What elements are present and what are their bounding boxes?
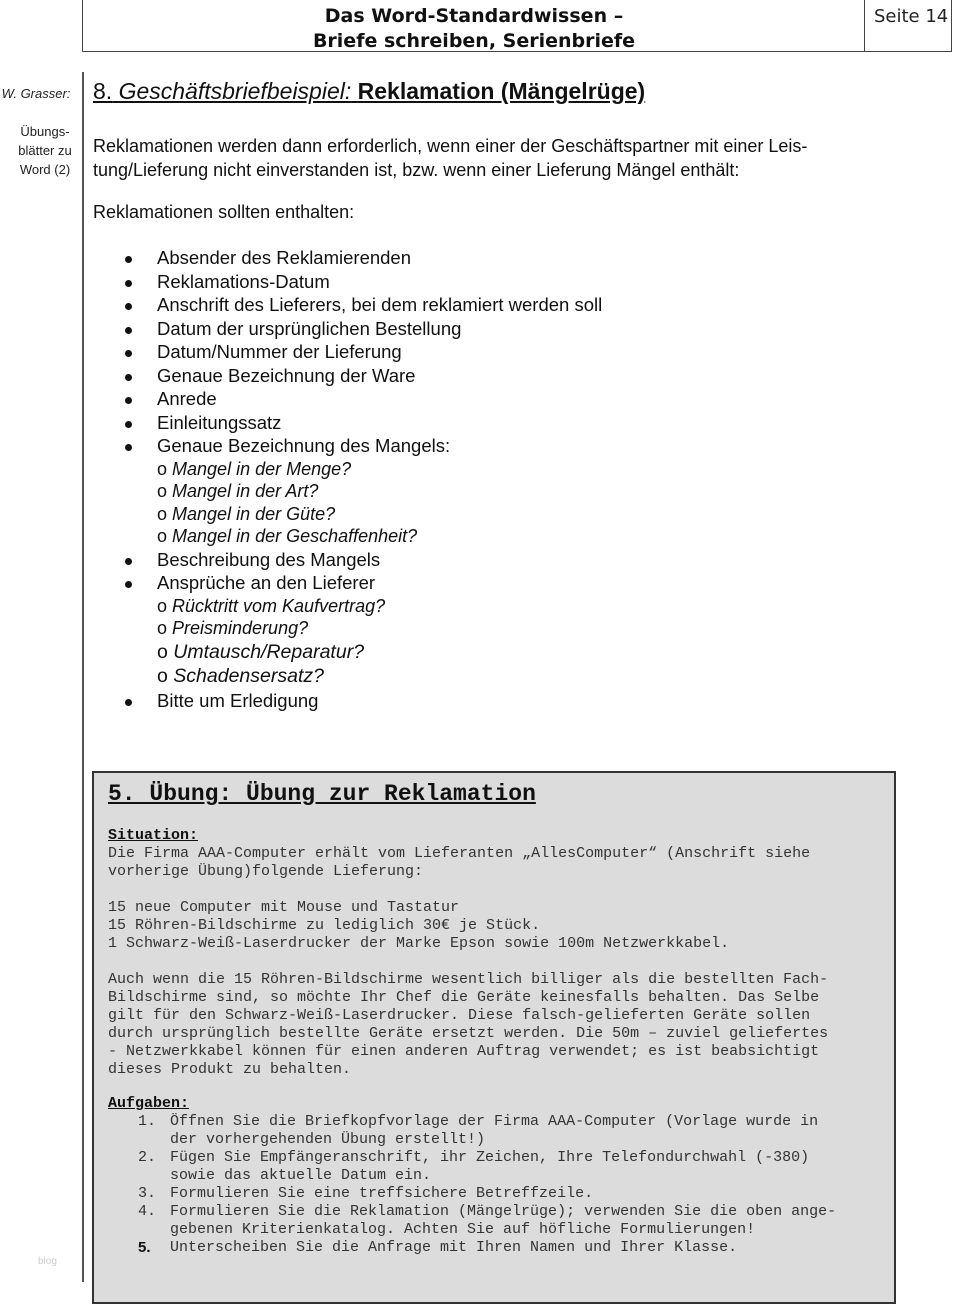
bullet-icon xyxy=(125,397,132,404)
intro-should-contain: Reklamationen sollten enthalten: xyxy=(93,202,355,222)
sidebar-subtitle xyxy=(8,122,82,179)
sub-marker: o xyxy=(157,458,168,479)
situation-label: Situation: xyxy=(108,827,199,844)
task-item xyxy=(108,1185,836,1203)
list-item xyxy=(120,246,820,270)
list-item-text: Datum der ursprünglichen Bestellung xyxy=(157,317,462,339)
task-number: 2. xyxy=(138,1149,157,1166)
list-item xyxy=(120,411,820,435)
bullet-icon xyxy=(125,581,132,588)
list-item-text: Beschreibung des Mangels xyxy=(157,548,381,570)
header-divider xyxy=(864,0,865,52)
list-item xyxy=(120,293,820,317)
list-item-text: Anschrift des Lieferers, bei dem reklamiert werden soll xyxy=(157,294,603,315)
bullet-icon xyxy=(125,444,132,451)
sub-list-item xyxy=(120,480,820,503)
sub-marker: o xyxy=(157,664,168,687)
list-item xyxy=(120,548,820,572)
task-text: Unterscheiben Sie die Anfrage mit Ihren Namen und Ihrer Klasse. xyxy=(170,1239,738,1256)
sidebar-subtitle-line: blätter zu xyxy=(18,143,72,158)
header-title-line1: Das Word-Standardwissen – xyxy=(324,5,624,27)
heading-bold: Reklamation (Mängelrüge) xyxy=(357,78,646,104)
sub-marker: o xyxy=(157,640,168,663)
exercise-title: 5. Übung: Übung zur Reklamation xyxy=(108,781,536,807)
sub-marker: o xyxy=(157,618,168,638)
list-item xyxy=(120,317,820,341)
task-text: Formulieren Sie eine treffsichere Betreffzeile. xyxy=(170,1185,594,1202)
sub-item-text: Umtausch/Reparatur? xyxy=(173,640,365,663)
bullet-icon xyxy=(125,699,132,706)
bullet-icon xyxy=(125,350,132,357)
list-item-text: Genaue Bezeichnung der Ware xyxy=(157,364,416,386)
task-item xyxy=(108,1149,836,1185)
list-item-text: Einleitungssatz xyxy=(157,411,282,433)
sub-list-item xyxy=(120,503,820,526)
list-item xyxy=(120,688,820,714)
sub-list-item xyxy=(120,525,820,548)
list-item-text: Ansprüche an den Lieferer xyxy=(157,572,376,593)
bullet-icon xyxy=(125,256,132,263)
delivery-text: 15 neue Computer mit Mouse und Tastatur 15 Röhren-Bildschirme zu lediglich 30€ je Stück. 1 Schwarz-Weiß-Laserdrucker der Marke Epson sowie 100m Netzwerkkabel. xyxy=(108,899,730,952)
task-text: Fügen Sie Empfängeranschrift, ihr Zeichen, Ihre Telefondurchwahl (-380) sowie das aktuelle Datum ein. xyxy=(170,1149,810,1184)
sub-list-item xyxy=(120,617,820,640)
situation-text: Die Firma AAA-Computer erhält vom Lieferanten „AllesComputer“ (Anschrift siehe vorherige Übung)folgende Lieferung: xyxy=(108,845,811,880)
sub-list-item xyxy=(120,664,820,688)
sidebar-author: W. Grasser: xyxy=(1,86,71,101)
intro-paragraph xyxy=(93,134,883,182)
sub-item-text: Rücktritt vom Kaufvertrag? xyxy=(172,595,386,616)
body-text: Auch wenn die 15 Röhren-Bildschirme wesentlich billiger als die bestellten Fach- Bildschirme sind, so möchte Ihr Chef die Geräte keinesfalls behalten. Das Selbe gilt für den Schwarz-Weiß-Laserdrucker. Diese falsch-gelieferten Geräte sollen durch ursprünglich bestellte Geräte ersetzt werden. Die 50m – zuviel geliefertes - Netzwerkkabel können für einen anderen Auftrag verwendet; es ist beabsichtigt dieses Produkt zu behalten. xyxy=(108,971,829,1078)
criteria-list xyxy=(120,246,820,714)
bullet-icon xyxy=(125,558,132,565)
list-item xyxy=(120,270,820,294)
bullet-icon xyxy=(125,303,132,310)
sub-marker: o xyxy=(157,481,168,501)
page-number: Seite 14 xyxy=(874,6,949,27)
list-item-text: Anrede xyxy=(157,388,217,409)
list-item xyxy=(120,364,820,388)
section-heading xyxy=(93,78,645,105)
sidebar-subtitle-line: Übungs- xyxy=(20,124,70,139)
list-item xyxy=(120,571,820,595)
situation-section xyxy=(108,827,810,881)
header-title-line2: Briefe schreiben, Serienbriefe xyxy=(312,30,636,52)
list-item xyxy=(120,340,820,364)
exercise-box xyxy=(92,771,896,1304)
sub-marker: o xyxy=(157,595,168,616)
bullet-icon xyxy=(125,421,132,428)
list-item-text: Absender des Reklamierenden xyxy=(157,247,412,268)
task-item xyxy=(108,1239,836,1257)
task-text: Formulieren Sie die Reklamation (Mängelrüge); verwenden Sie die oben ange- gebenen Kriterienkatalog. Achten Sie auf höfliche Formulierungen! xyxy=(170,1203,837,1238)
sub-marker: o xyxy=(157,526,168,546)
sub-list-item xyxy=(120,640,820,664)
margin-rule xyxy=(82,72,84,1282)
tasks-list xyxy=(108,1113,836,1257)
list-item-text: Reklamations-Datum xyxy=(157,270,330,292)
heading-number: 8. xyxy=(93,78,113,104)
task-number: 5. xyxy=(138,1239,151,1256)
sub-item-text: Mangel in der Menge? xyxy=(172,458,352,479)
sub-item-text: Mangel in der Güte? xyxy=(172,503,336,524)
task-item xyxy=(108,1113,836,1149)
tasks-label xyxy=(108,1095,189,1113)
intro-line: tung/Lieferung nicht einverstanden ist, bzw. wenn einer Lieferung Mängel enthält: xyxy=(93,160,740,180)
sub-item-text: Schadensersatz? xyxy=(173,664,324,687)
task-text: Öffnen Sie die Briefkopfvorlage der Firma AAA-Computer (Vorlage wurde in der vorhergehenden Übung erstellt!) xyxy=(170,1113,819,1148)
watermark-blog: blog xyxy=(38,1256,57,1267)
task-number: 3. xyxy=(138,1185,157,1202)
bullet-icon xyxy=(125,280,132,287)
bullet-icon xyxy=(125,327,132,334)
list-item-text: Datum/Nummer der Lieferung xyxy=(157,341,402,362)
heading-italic: Geschäftsbriefbeispiel: xyxy=(118,78,352,104)
task-number: 4. xyxy=(138,1203,157,1220)
sub-item-text: Mangel in der Art? xyxy=(172,481,319,501)
sidebar-subtitle-line: Word (2) xyxy=(19,162,71,177)
intro-line: Reklamationen werden dann erforderlich, wenn einer der Geschäftspartner mit einer Leis- xyxy=(93,136,808,156)
bullet-icon xyxy=(125,374,132,381)
sub-list-item xyxy=(120,458,820,481)
list-item xyxy=(120,387,820,411)
task-item xyxy=(108,1203,836,1239)
sub-item-text: Mangel in der Geschaffenheit? xyxy=(172,526,418,546)
list-item-text: Bitte um Erledigung xyxy=(157,689,319,711)
list-item-text: Genaue Bezeichnung des Mangels: xyxy=(157,435,451,456)
sub-list-item xyxy=(120,595,820,618)
tasks-label-text: Aufgaben: xyxy=(108,1095,190,1112)
sub-item-text: Preisminderung? xyxy=(172,618,309,638)
list-item xyxy=(120,434,820,458)
task-number: 1. xyxy=(138,1113,157,1130)
header-title xyxy=(84,4,864,54)
sub-marker: o xyxy=(157,503,168,524)
